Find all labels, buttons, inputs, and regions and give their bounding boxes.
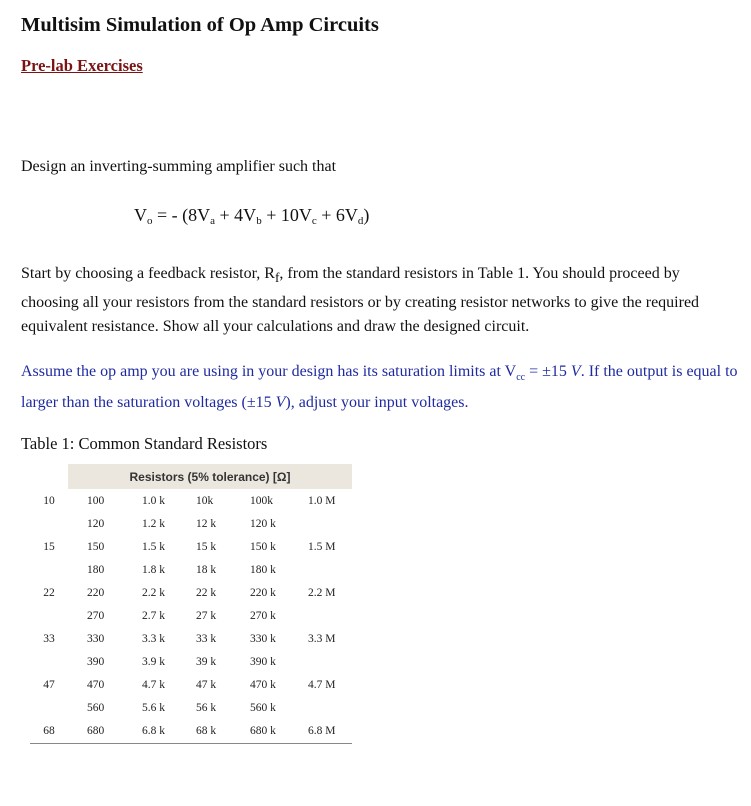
table-row (30, 535, 352, 558)
table-header: Resistors (5% tolerance) [Ω] (68, 464, 352, 489)
table-row (30, 489, 352, 512)
table-cell: 27 k (196, 610, 217, 623)
table-row (30, 697, 352, 720)
table-cell: 180 k (250, 563, 276, 576)
table-cell: 270 k (250, 610, 276, 623)
eq-sub: c (311, 215, 317, 227)
table-cell (302, 604, 352, 627)
eq-sub: a (210, 215, 216, 227)
table-cell: 2.2 k (142, 586, 165, 599)
table-cell: 680 k (238, 720, 302, 744)
table-cell: 3.3 M (308, 633, 336, 646)
para-text: Start by choosing a feedback resistor, R (21, 265, 275, 282)
saturation-note (21, 359, 739, 415)
note-text: ), adjust your input voltages. (285, 394, 469, 412)
table-cell: 330 k (250, 633, 276, 646)
table-cell: 3.9 k (142, 656, 165, 669)
table-cell: 33 k (196, 633, 217, 646)
table-cell: 6.8 k (130, 720, 196, 744)
table-cell: 120 k (250, 517, 276, 530)
table-cell (302, 558, 352, 581)
note-text: . If the output is equal to larger than the saturation voltages (±15 (21, 363, 738, 412)
note-unit: V (570, 363, 581, 380)
note-sub: cc (516, 372, 526, 384)
table-cell (302, 651, 352, 674)
table-cell: 22 (43, 586, 55, 599)
table-cell: 1.0 M (308, 494, 336, 507)
eq-part: V (134, 205, 147, 225)
table-row (30, 604, 352, 627)
table-cell: 270 (87, 610, 105, 623)
note-unit: V (275, 394, 286, 412)
table-row (30, 628, 352, 651)
table-row (30, 512, 352, 535)
note-text: Assume the op amp you are using in your design has its saturation limits at V (21, 363, 517, 380)
table-cell: 220 k (250, 586, 276, 599)
table-row (30, 651, 352, 674)
note-text: = ±15 (525, 363, 571, 380)
eq-part: + 4V (215, 205, 257, 225)
table-row (30, 720, 352, 744)
eq-part: + 6V (316, 205, 358, 225)
eq-sub: d (357, 215, 364, 227)
table-cell: 1.2 k (142, 517, 165, 530)
table-cell: 560 k (250, 702, 276, 715)
table-row (30, 558, 352, 581)
table-cell: 560 (87, 702, 105, 715)
table-cell: 1.0 k (142, 494, 165, 507)
table-cell: 12 k (196, 517, 217, 530)
table-cell: 390 k (250, 656, 276, 669)
eq-part: = - (8V (152, 205, 211, 225)
table-cell (30, 512, 68, 535)
table-cell: 3.3 k (142, 633, 165, 646)
para-sub: f (274, 270, 280, 286)
table-cell: 1.5 M (308, 540, 336, 553)
table-cell: 15 k (196, 540, 217, 553)
table-cell: 180 (87, 563, 105, 576)
instructions-paragraph (21, 262, 739, 340)
standard-resistors-table (30, 464, 352, 744)
table-row (30, 581, 352, 604)
page-title: Multisim Simulation of Op Amp Circuits (21, 14, 379, 36)
eq-sub: b (256, 215, 262, 227)
eq-part: + 10V (261, 205, 312, 225)
eq-part: ) (363, 205, 370, 225)
table-cell (302, 512, 352, 535)
table-cell: 47 k (196, 679, 217, 692)
table-cell (302, 697, 352, 720)
table-cell: 100 (87, 494, 105, 507)
table-cell: 18 k (196, 563, 217, 576)
table-cell: 39 k (196, 656, 217, 669)
table-cell: 150 k (250, 540, 276, 553)
table-cell: 68 k (196, 720, 238, 744)
table-cell: 100k (250, 494, 273, 507)
table-cell: 680 (68, 720, 130, 744)
section-heading-prelab: Pre-lab Exercises (21, 56, 143, 75)
intro-text: Design an inverting-summing amplifier such that (21, 158, 337, 175)
table-header-spacer (30, 464, 68, 489)
table-cell: 33 (43, 633, 55, 646)
table-cell (30, 651, 68, 674)
table-cell: 1.8 k (142, 563, 165, 576)
table-cell: 47 (43, 679, 55, 692)
table-cell: 15 (43, 540, 55, 553)
table-cell: 22 k (196, 586, 217, 599)
table-cell: 4.7 k (142, 679, 165, 692)
table-cell: 150 (87, 540, 105, 553)
design-equation (134, 205, 369, 227)
table-caption: Table 1: Common Standard Resistors (21, 434, 268, 453)
table-cell: 470 (87, 679, 105, 692)
table-row (30, 674, 352, 697)
table-cell: 10k (196, 494, 214, 507)
table-cell: 68 (30, 720, 68, 744)
table-cell: 5.6 k (142, 702, 165, 715)
table-cell: 390 (87, 656, 105, 669)
table-cell: 220 (87, 586, 105, 599)
table-cell: 4.7 M (308, 679, 336, 692)
table-cell: 330 (87, 633, 105, 646)
table-cell: 2.2 M (308, 586, 336, 599)
table-cell (30, 604, 68, 627)
table-cell: 6.8 M (302, 720, 352, 744)
table-cell: 120 (87, 517, 105, 530)
table-cell (30, 697, 68, 720)
eq-sub: o (147, 215, 153, 227)
table-cell: 470 k (250, 679, 276, 692)
table-cell: 1.5 k (142, 540, 165, 553)
table-cell: 2.7 k (142, 610, 165, 623)
table-cell (30, 558, 68, 581)
table-cell: 56 k (196, 702, 217, 715)
para-text: , from the standard resistors in Table 1. You should proceed by choosing all your resistors from the standard resistors or by creating resistor networks to give the required equivalent resistance. Show all your calculations and draw the designed circuit. (21, 265, 700, 336)
table-body (30, 489, 352, 744)
table-cell: 10 (43, 494, 55, 507)
